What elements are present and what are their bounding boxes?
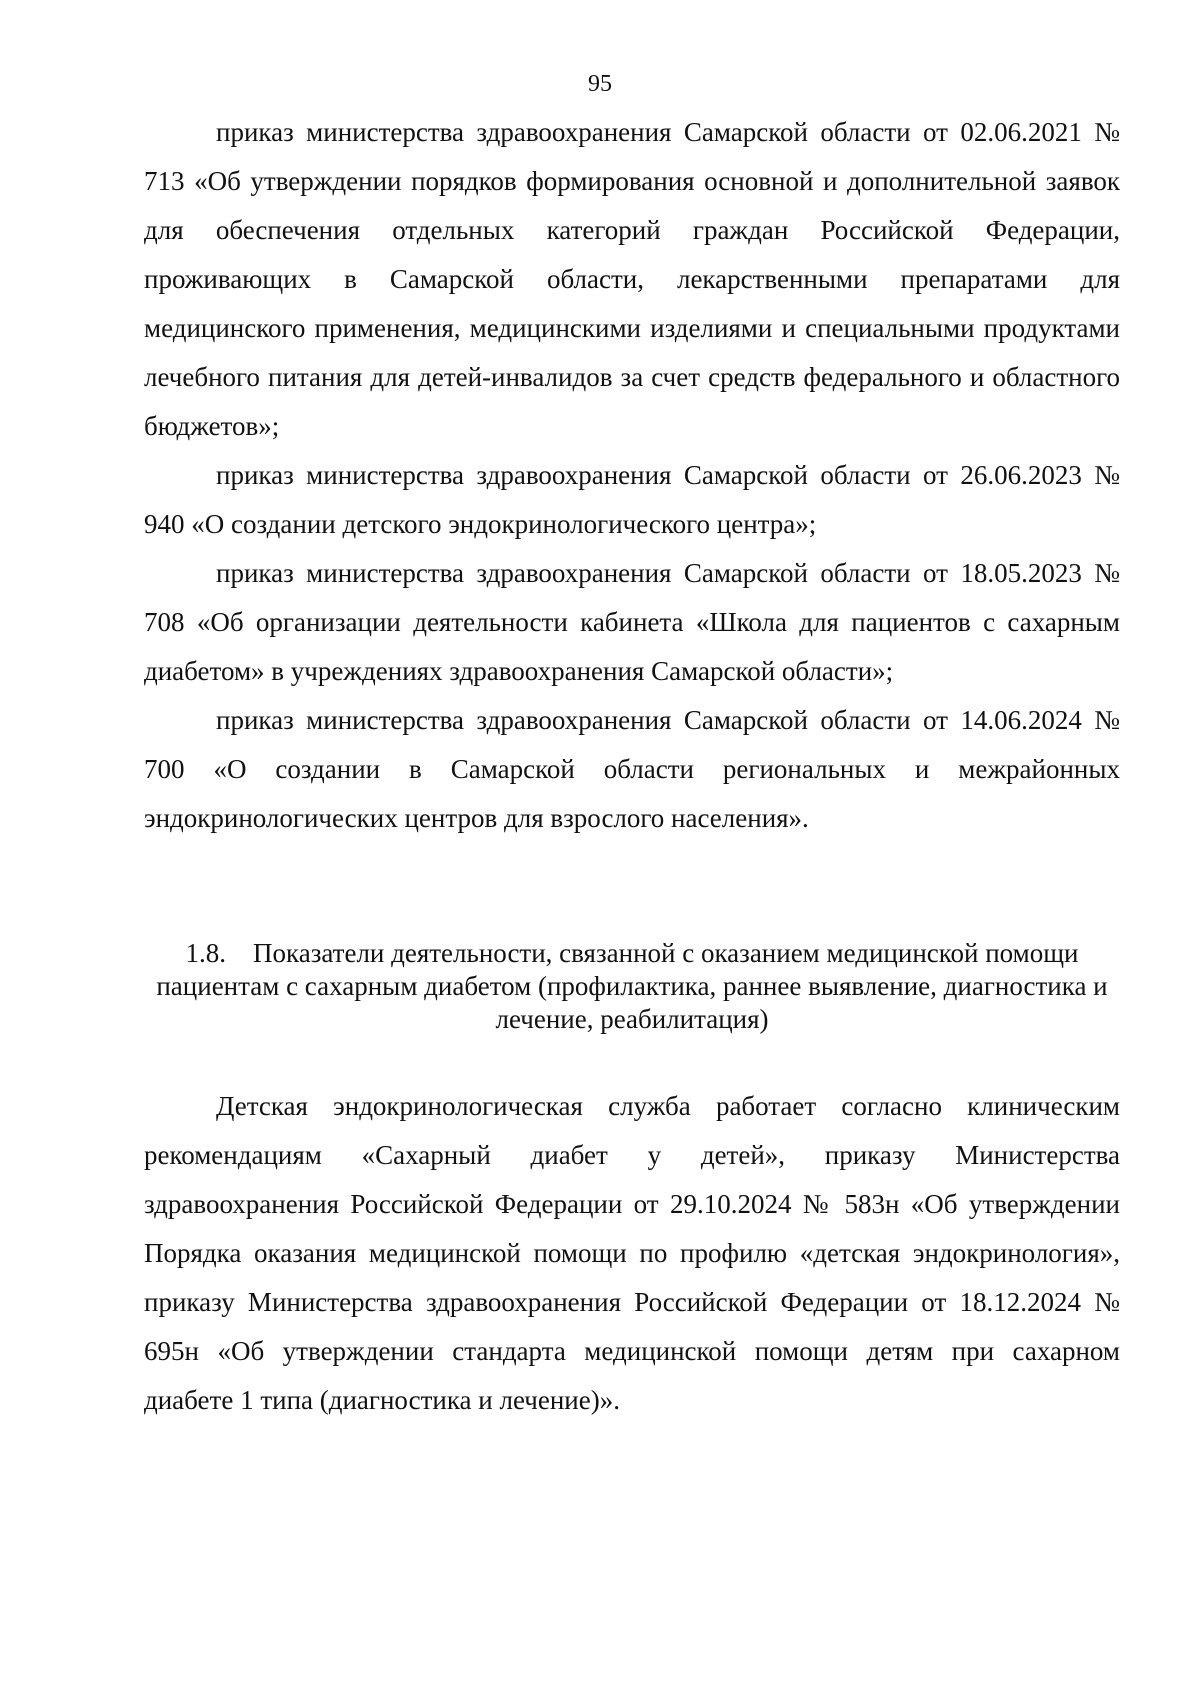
legal-reference-paragraph: приказ министерства здравоохранения Самарской области от 26.06.2023 № 940 «О создании детского эндокринологического центра»; — [144, 460, 1120, 539]
legal-reference-paragraph: приказ министерства здравоохранения Самарской области от 14.06.2024 № 700 «О создании в Самарской области региональных и межрайонных эндокринологических центров для взрослого населения». — [144, 705, 1120, 833]
page-number: 95 — [588, 71, 612, 97]
section-number: 1.8. — [185, 938, 227, 968]
legal-reference-paragraph: приказ министерства здравоохранения Самарской области от 02.06.2021 № 713 «Об утверждении порядков формирования основной и дополнительной заявок для обеспечения отдельных категорий граждан Российской Федерации, проживающих в Самарской области, лекарственными препаратами для медицинского применения, медицинскими изделиями и специальными продуктами лечебного питания для детей-инвалидов за счет средств федерального и областного бюджетов»; — [144, 117, 1120, 441]
section-title: Показатели деятельности, связанной с оказанием медицинской помощи пациентам с сахарным диабетом (профилактика, раннее выявление, диагностика и лечение, реабилитация) — [156, 938, 1108, 1034]
section-body — [144, 1082, 1120, 1425]
legal-reference-paragraph: приказ министерства здравоохранения Самарской области от 18.05.2023 № 708 «Об организации деятельности кабинета «Школа для пациентов с сахарным диабетом» в учреждениях здравоохранения Самарской области»; — [144, 558, 1120, 686]
legal-references-list — [144, 108, 1120, 843]
body-paragraph: Детская эндокринологическая служба работает согласно клиническим рекомендациям «Сахарный диабет у детей», приказу Министерства здравоохранения Российской Федерации от 29.10.2024 № 583н «Об утверждении Порядка оказания медицинской помощи по профилю «детская эндокринология», приказу Министерства здравоохранения Российской Федерации от 18.12.2024 № 695н «Об утверждении стандарта медицинской помощи детям при сахарном диабете 1 типа (диагностика и лечение)». — [144, 1091, 1120, 1415]
section-heading — [144, 937, 1120, 1036]
